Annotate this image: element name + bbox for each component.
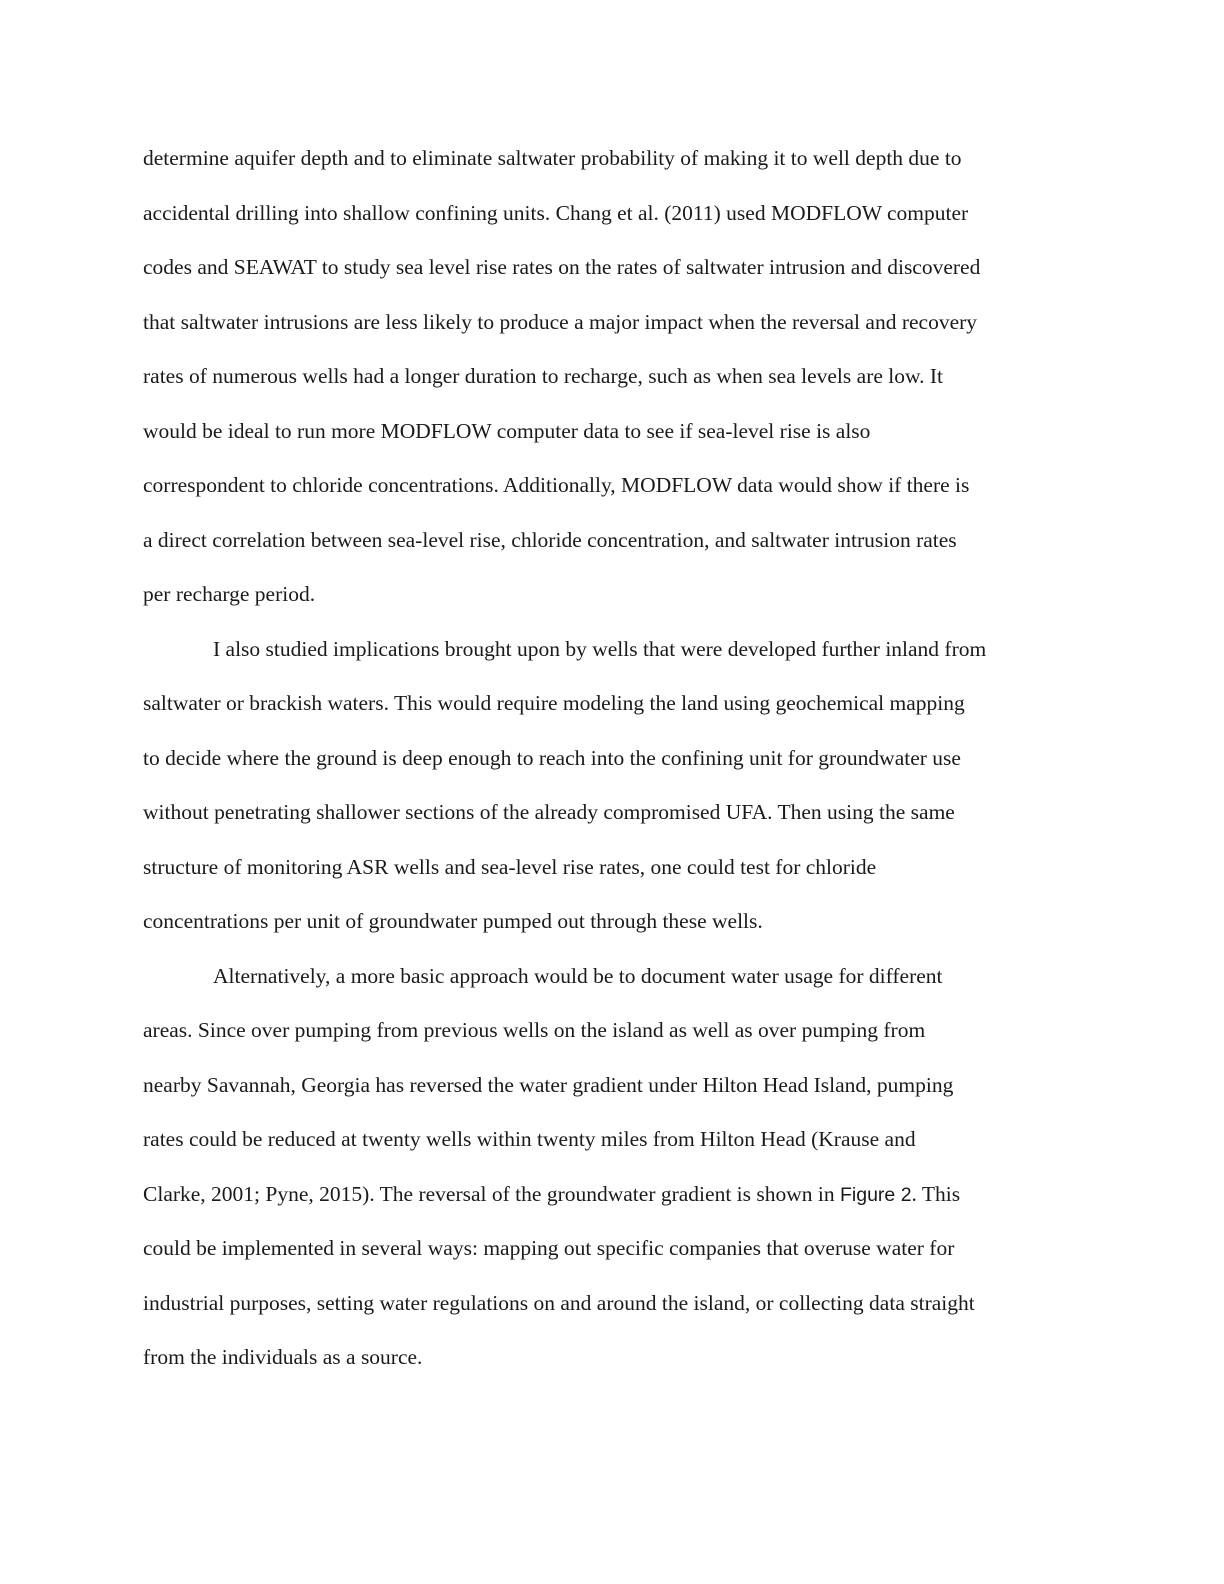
text-line: without penetrating shallower sections of the already compromised UFA. Then using the same [143,800,955,824]
paragraph-2 [143,622,1083,949]
text-line: saltwater or brackish waters. This would require modeling the land using geochemical mapping [143,691,965,715]
text-line: concentrations per unit of groundwater pumped out through these wells. [143,909,763,933]
text-line: nearby Savannah, Georgia has reversed the water gradient under Hilton Head Island, pumping [143,1072,954,1097]
text-line: Alternatively, a more basic approach would be to document water usage for different [213,963,943,988]
text-line: codes and SEAWAT to study sea level rise rates on the rates of saltwater intrusion and discovered [143,255,981,279]
text-segment: Clarke, 2001; Pyne, 2015). The reversal of the groundwater gradient is shown in [143,1181,840,1206]
text-line: to decide where the ground is deep enough to reach into the confining unit for groundwater use [143,745,961,770]
paragraph-3 [143,949,1083,1385]
text-line: that saltwater intrusions are less likely to produce a major impact when the reversal and recovery [143,309,978,334]
text-line: correspondent to chloride concentrations. Additionally, MODFLOW data would show if there is [143,473,970,497]
text-segment: . This [911,1181,961,1206]
text-line: could be implemented in several ways: mapping out specific companies that overuse water for [143,1236,955,1260]
text-line: industrial purposes, setting water regulations on and around the island, or collecting data straight [143,1290,975,1315]
text-line: rates of numerous wells had a longer duration to recharge, such as when sea levels are low. It [143,364,944,388]
text-line: determine aquifer depth and to eliminate saltwater probability of making it to well depth due to [143,146,962,170]
text-line: would be ideal to run more MODFLOW computer data to see if sea-level rise is also [143,418,871,443]
figure-2-link[interactable]: Figure 2 [840,1183,912,1206]
text-line: I also studied implications brought upon by wells that were developed further inland from [213,636,987,661]
text-line: a direct correlation between sea-level rise, chloride concentration, and saltwater intrusion rates [143,527,957,552]
body-text [143,131,1083,1385]
text-line: areas. Since over pumping from previous wells on the island as well as over pumping from [143,1018,926,1042]
text-line: from the individuals as a source. [143,1345,423,1369]
paragraph-1 [143,131,1083,622]
text-line: accidental drilling into shallow confining units. Chang et al. (2011) used MODFLOW computer [143,200,969,225]
text-line: per recharge period. [143,582,316,606]
figure-reference-line [143,1167,1083,1222]
text-line: rates could be reduced at twenty wells within twenty miles from Hilton Head (Krause and [143,1127,916,1151]
text-line: structure of monitoring ASR wells and sea-level rise rates, one could test for chloride [143,854,877,879]
